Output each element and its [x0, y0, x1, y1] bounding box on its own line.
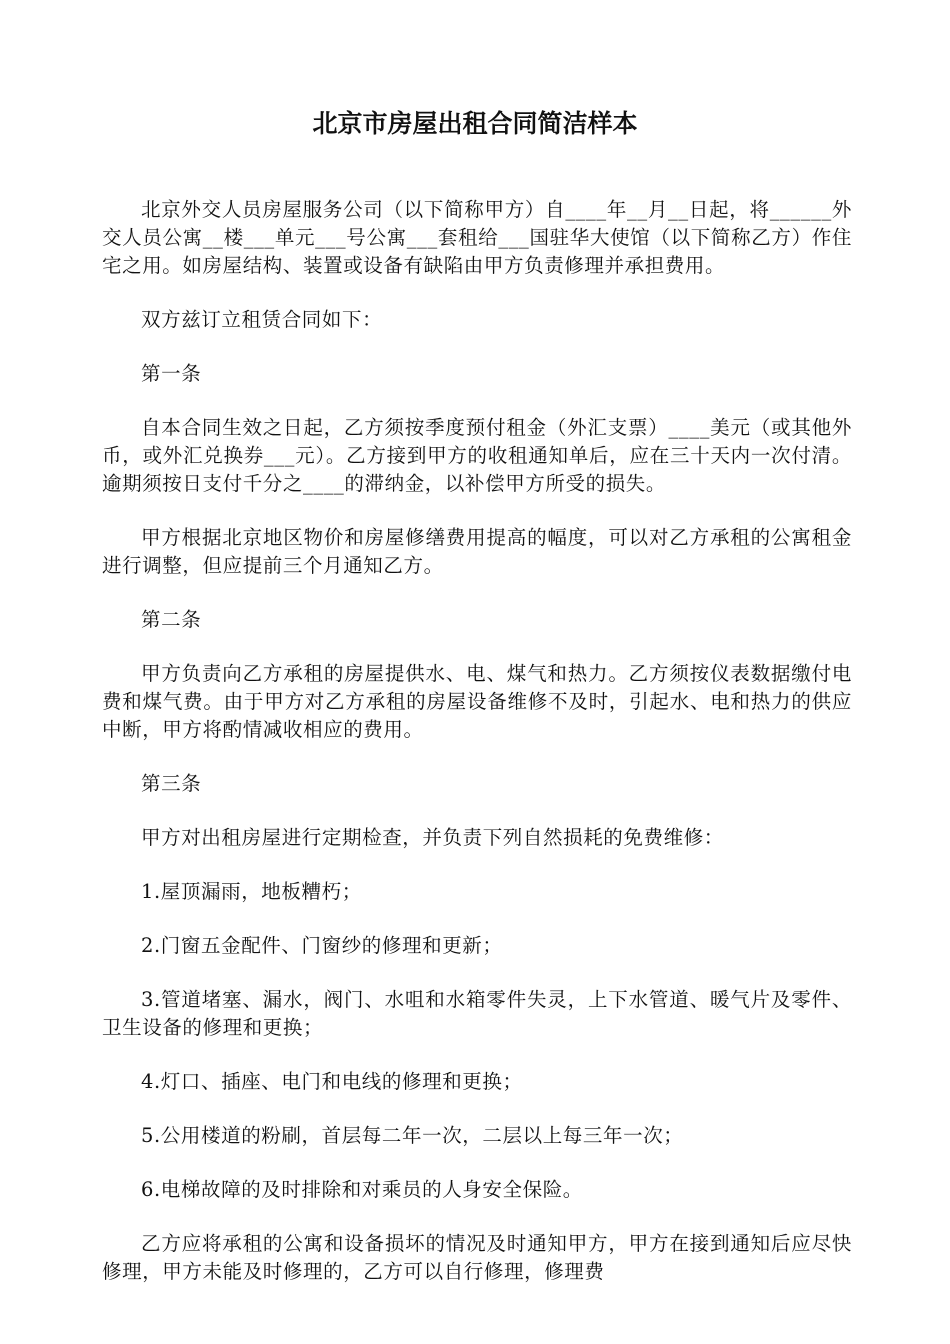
paragraph-utilities: 甲方负责向乙方承租的房屋提供水、电、煤气和热力。乙方须按仪表数据缴付电费和煤气费。由于甲方对乙方承租的房屋设备维修不及时，引起水、电和热力的供应中断，甲方将酌情减收相应的费用。	[102, 662, 852, 741]
paragraph-agreement: 双方兹订立租赁合同如下：	[141, 308, 383, 331]
paragraph-intro: 北京外交人员房屋服务公司（以下简称甲方）自____年__月__日起，将______外交人员公寓__楼___单元___号公寓___套租给___国驻华大使馆（以下简称乙方）作住宅之用。如房屋结构、装置或设备有缺陷由甲方负责修理并承担费用。	[102, 198, 852, 277]
paragraph-rent-payment: 自本合同生效之日起，乙方须按季度预付租金（外汇支票）____美元（或其他外币，或外汇兑换券___元）。乙方接到甲方的收租通知单后，应在三十天内一次付清。逾期须按日支付千分之____的滞纳金，以补偿甲方所受的损失。	[102, 416, 852, 495]
paragraph-rent-adjustment: 甲方根据北京地区物价和房屋修缮费用提高的幅度，可以对乙方承租的公寓租金进行调整，但应提前三个月通知乙方。	[102, 526, 852, 577]
list-item: 5.公用楼道的粉刷，首层每二年一次，二层以上每三年一次；	[141, 1124, 684, 1147]
list-item: 4.灯口、插座、电门和电线的修理和更换；	[141, 1070, 523, 1093]
article-heading-1: 第一条	[141, 362, 202, 385]
paragraph-damage-notice: 乙方应将承租的公寓和设备损坏的情况及时通知甲方，甲方在接到通知后应尽快修理，甲方未能及时修理的，乙方可以自行修理，修理费	[102, 1232, 852, 1283]
article-heading-3: 第三条	[141, 772, 202, 795]
list-item: 1.屋顶漏雨，地板糟朽；	[141, 880, 362, 903]
list-item: 3.管道堵塞、漏水，阀门、水咀和水箱零件失灵，上下水管道、暖气片及零件、卫生设备的修理和更换；	[102, 988, 852, 1039]
list-item: 2.门窗五金配件、门窗纱的修理和更新；	[141, 934, 503, 957]
list-item: 6.电梯故障的及时排除和对乘员的人身安全保险。	[141, 1178, 583, 1201]
paragraph-inspection: 甲方对出租房屋进行定期检查，并负责下列自然损耗的免费维修：	[141, 826, 724, 849]
article-heading-2: 第二条	[141, 608, 202, 631]
document-title: 北京市房屋出租合同简洁样本	[312, 109, 638, 138]
document-body	[102, 196, 852, 1312]
